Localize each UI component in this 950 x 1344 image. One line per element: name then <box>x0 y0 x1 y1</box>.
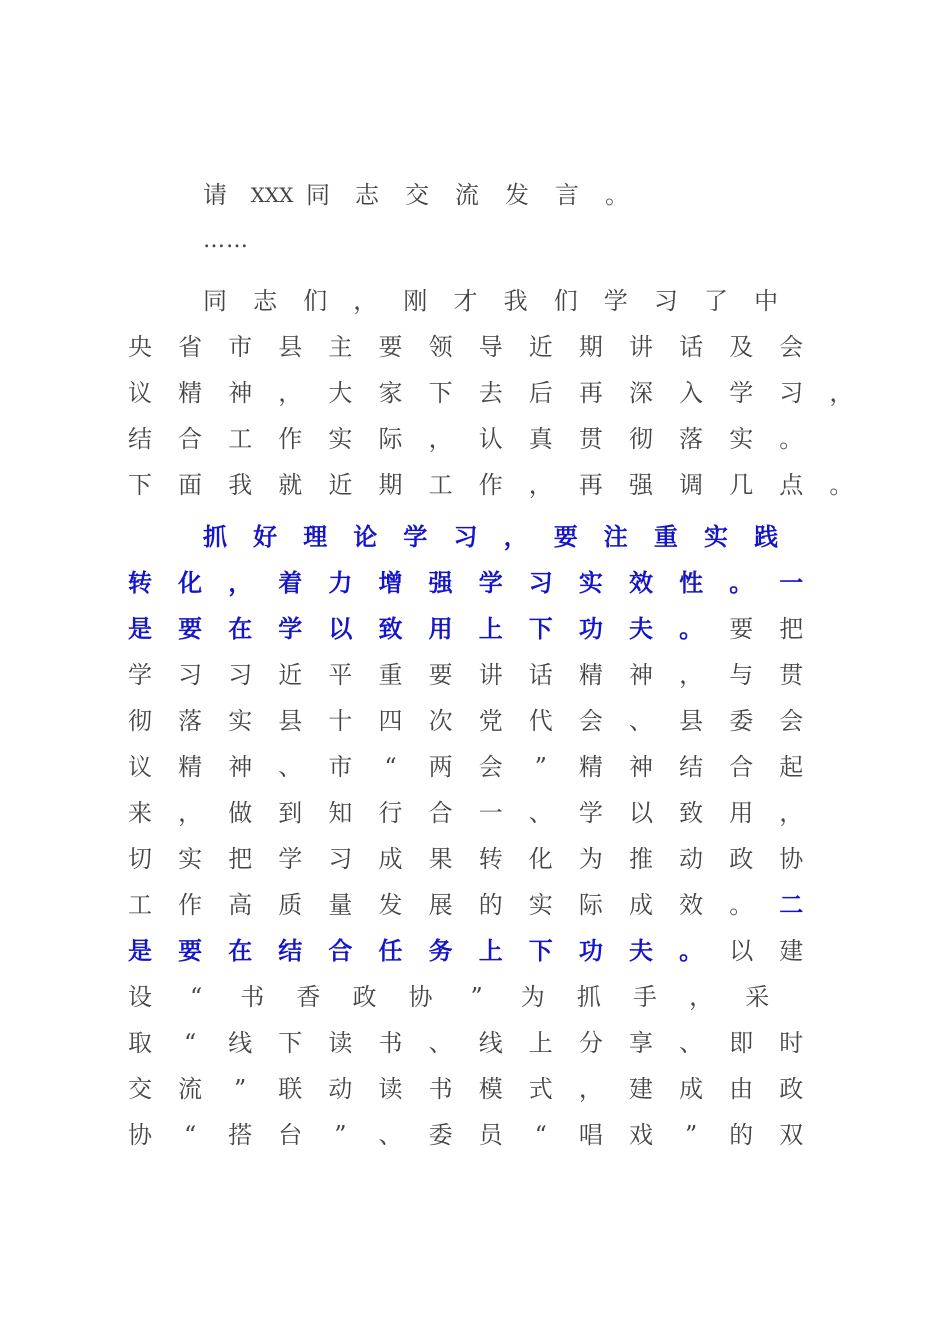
text-char: 平 <box>328 661 353 689</box>
text-char: 神 <box>629 753 653 781</box>
text-char: 入 <box>679 379 704 407</box>
text-char: 抓 <box>576 983 601 1011</box>
text-char: 起 <box>779 753 804 781</box>
text-char: 、 <box>428 1029 453 1057</box>
text-char: 设 <box>128 983 152 1011</box>
text-char: 务 <box>428 936 453 965</box>
text-char: 下 <box>128 471 152 499</box>
text-char: 落 <box>178 707 203 735</box>
text-char: 员 <box>478 1121 503 1149</box>
text-char: 上 <box>478 614 503 643</box>
text-char: 调 <box>679 471 704 499</box>
text-char: 习 <box>328 845 353 873</box>
text-char: 学 <box>578 799 603 827</box>
text-char: ， <box>353 287 378 315</box>
text-char: ， <box>779 799 804 827</box>
text-char: 结 <box>128 425 152 453</box>
text-char: 学 <box>278 845 303 873</box>
text-char: 是 <box>128 614 152 643</box>
text-char: 请 <box>203 181 227 209</box>
text-char: “ <box>183 1121 197 1149</box>
text-char: ， <box>178 799 203 827</box>
text-char: 市 <box>328 753 353 781</box>
text-char: 贯 <box>779 661 804 689</box>
text-char: 力 <box>328 568 353 597</box>
text-char: 行 <box>378 799 403 827</box>
text-char: 讲 <box>478 661 503 689</box>
text-char: 认 <box>478 425 503 453</box>
text-char: 、 <box>378 1121 403 1149</box>
text-char: 做 <box>228 799 253 827</box>
text-line <box>0 928 950 974</box>
text-char: 以 <box>729 937 754 965</box>
text-char: 刚 <box>403 287 428 315</box>
text-char: 分 <box>578 1029 603 1057</box>
text-char: 作 <box>478 471 503 499</box>
text-char: 化 <box>178 568 203 597</box>
text-char: 合 <box>729 753 754 781</box>
text-char: 再 <box>578 471 603 499</box>
text-char: 的 <box>478 891 503 919</box>
text-char: 习 <box>779 379 804 407</box>
text-line <box>0 324 950 370</box>
text-char: 就 <box>278 471 303 499</box>
text-line-first <box>0 172 950 218</box>
text-line <box>0 1066 950 1112</box>
text-line <box>0 1112 950 1158</box>
text-char: 结 <box>679 753 704 781</box>
text-char: 协 <box>128 1121 152 1149</box>
text-char: 面 <box>178 471 203 499</box>
text-char: “ <box>183 1029 197 1057</box>
text-char: 书 <box>378 1029 403 1057</box>
text-char: 话 <box>528 661 553 689</box>
text-char: 精 <box>578 661 603 689</box>
text-char: 上 <box>478 936 503 965</box>
text-char: 下 <box>528 614 553 643</box>
text-char: 质 <box>278 891 303 919</box>
text-char: 政 <box>352 983 377 1011</box>
text-char: ， <box>829 379 854 407</box>
text-char: 实 <box>729 425 754 453</box>
text-char: 实 <box>228 707 253 735</box>
text-line <box>0 790 950 836</box>
text-char: 及 <box>729 333 754 361</box>
text-char: 学 <box>478 568 503 597</box>
text-char: 重 <box>653 522 678 551</box>
text-char: 模 <box>478 1075 503 1103</box>
text-char: 、 <box>629 707 653 735</box>
text-char: 要 <box>178 936 203 965</box>
text-char: 实 <box>578 568 603 597</box>
text-char: 委 <box>729 707 754 735</box>
text-char: 议 <box>128 379 152 407</box>
text-char: 志 <box>355 181 379 209</box>
text-char: 会 <box>478 753 503 781</box>
text-line <box>0 974 950 1020</box>
text-char: 工 <box>228 425 253 453</box>
text-char: 夫 <box>629 614 653 643</box>
text-char: 实 <box>704 522 728 551</box>
text-char: 主 <box>328 333 353 361</box>
text-char: 功 <box>578 614 603 643</box>
text-char: 同 <box>203 287 227 315</box>
text-char: 动 <box>328 1075 353 1103</box>
text-char: 论 <box>353 522 378 551</box>
text-char: 县 <box>679 707 704 735</box>
text-char: 实 <box>528 891 553 919</box>
text-char: 省 <box>178 333 203 361</box>
text-char: 、 <box>278 753 303 781</box>
text-char: 志 <box>253 287 278 315</box>
text-char: 协 <box>779 845 804 873</box>
text-char: 增 <box>378 568 403 597</box>
text-char: 委 <box>428 1121 453 1149</box>
text-line <box>0 370 950 416</box>
text-char: 的 <box>729 1121 754 1149</box>
text-char: 式 <box>528 1075 553 1103</box>
text-char: “ <box>384 753 397 781</box>
text-char: 线 <box>228 1029 253 1057</box>
text-char: 际 <box>578 891 603 919</box>
text-char: 才 <box>453 287 478 315</box>
text-char: 要 <box>428 661 453 689</box>
text-char: 精 <box>178 753 203 781</box>
text-char: 果 <box>428 845 453 873</box>
text-char: 期 <box>578 333 603 361</box>
text-line <box>0 278 950 324</box>
text-char: 切 <box>128 845 152 873</box>
text-char: ” <box>534 753 547 781</box>
text-line <box>0 836 950 882</box>
text-char: 际 <box>378 425 403 453</box>
text-char: 。 <box>679 614 704 643</box>
text-char: 会 <box>779 333 804 361</box>
text-char: 注 <box>603 522 628 551</box>
text-char: ， <box>503 522 528 551</box>
text-char: 神 <box>629 661 653 689</box>
text-char: 发 <box>378 891 403 919</box>
text-char: 效 <box>629 568 653 597</box>
text-char: 后 <box>528 379 553 407</box>
text-char: 。 <box>779 425 804 453</box>
text-char: 戏 <box>629 1121 653 1149</box>
text-char: 习 <box>228 661 253 689</box>
text-char: 唱 <box>578 1121 603 1149</box>
text-char: 们 <box>303 287 328 315</box>
text-char: 同 <box>306 181 330 209</box>
text-char: 由 <box>729 1075 754 1103</box>
text-char: 县 <box>278 333 303 361</box>
text-char: 把 <box>779 615 804 643</box>
text-char: 作 <box>278 425 303 453</box>
text-char: 交 <box>128 1075 152 1103</box>
text-char: 要 <box>178 614 203 643</box>
text-char: 即 <box>729 1029 754 1057</box>
text-char: 建 <box>779 937 804 965</box>
text-line <box>0 882 950 928</box>
text-char: 精 <box>578 753 603 781</box>
text-char: 为 <box>578 845 603 873</box>
text-char: 下 <box>528 936 553 965</box>
text-char: 好 <box>253 522 278 551</box>
text-char: 读 <box>328 1029 353 1057</box>
text-char: 量 <box>328 891 353 919</box>
text-char: 以 <box>328 614 353 643</box>
text-char: 落 <box>679 425 704 453</box>
text-char: ” <box>684 1121 698 1149</box>
text-char: 下 <box>428 379 453 407</box>
text-char: 。 <box>679 936 704 965</box>
text-char: 彻 <box>629 425 653 453</box>
text-char: 手 <box>633 983 657 1011</box>
text-char: 一 <box>779 568 804 597</box>
text-char: 、 <box>528 799 553 827</box>
ellipsis-line: …… <box>203 228 249 253</box>
text-char: 与 <box>729 661 754 689</box>
text-line <box>0 560 950 606</box>
text-char: 采 <box>745 983 770 1011</box>
text-char: 享 <box>629 1029 653 1057</box>
text-char: 转 <box>478 845 503 873</box>
text-char: 台 <box>278 1121 303 1149</box>
text-char: 发 <box>505 181 529 209</box>
text-char: 要 <box>729 615 754 643</box>
text-char: 展 <box>428 891 453 919</box>
text-char: 政 <box>729 845 754 873</box>
text-char: 书 <box>428 1075 453 1103</box>
text-char: 流 <box>178 1075 203 1103</box>
text-char: 神 <box>228 379 253 407</box>
text-char: 夫 <box>629 936 653 965</box>
text-char: 任 <box>378 936 403 965</box>
text-char: 近 <box>328 471 353 499</box>
text-char: 代 <box>528 707 553 735</box>
text-char: 学 <box>403 522 428 551</box>
text-char: 来 <box>128 799 152 827</box>
text-char: 点 <box>779 471 804 499</box>
text-char: 合 <box>178 425 203 453</box>
text-char: 理 <box>303 522 328 551</box>
text-char: 结 <box>278 936 303 965</box>
text-line <box>0 698 950 744</box>
text-char: 十 <box>328 707 353 735</box>
text-char: 近 <box>528 333 553 361</box>
text-char: 市 <box>228 333 253 361</box>
text-char: 。 <box>829 471 854 499</box>
text-char: 习 <box>453 522 478 551</box>
text-char: 流 <box>455 181 479 209</box>
text-char: 强 <box>629 471 653 499</box>
text-char: 神 <box>228 753 253 781</box>
text-char: 会 <box>578 707 603 735</box>
text-char: 了 <box>704 287 728 315</box>
text-char: 再 <box>578 379 603 407</box>
text-char: 习 <box>528 568 553 597</box>
text-char: 要 <box>553 522 578 551</box>
text-char: 交 <box>405 181 429 209</box>
text-char: 推 <box>629 845 653 873</box>
text-char: 县 <box>278 707 303 735</box>
text-char: 合 <box>428 799 453 827</box>
text-char: 效 <box>679 891 704 919</box>
text-line <box>0 462 950 508</box>
text-char: 真 <box>528 425 553 453</box>
text-line <box>0 744 950 790</box>
text-char: 二 <box>779 890 804 919</box>
text-char: 学 <box>278 614 303 643</box>
text-char: 以 <box>629 799 653 827</box>
text-char: 议 <box>128 753 152 781</box>
text-char: 上 <box>528 1029 553 1057</box>
text-char: 双 <box>779 1121 804 1149</box>
text-line <box>0 416 950 462</box>
text-char: ， <box>689 983 714 1011</box>
text-char: 书 <box>240 983 265 1011</box>
text-char: 实 <box>328 425 353 453</box>
text-char: 深 <box>629 379 653 407</box>
text-char: XXX <box>250 183 294 207</box>
text-char: 讲 <box>629 333 653 361</box>
text-char: 联 <box>278 1075 303 1103</box>
text-line <box>0 652 950 698</box>
text-char: 工 <box>428 471 453 499</box>
text-char: 转 <box>128 568 152 597</box>
text-char: 线 <box>478 1029 503 1057</box>
text-char: 功 <box>578 936 603 965</box>
text-char: 知 <box>328 799 353 827</box>
text-char: 贯 <box>578 425 603 453</box>
text-char: 精 <box>178 379 203 407</box>
text-char: “ <box>189 983 203 1011</box>
text-char: 工 <box>128 891 152 919</box>
text-char: 高 <box>228 891 253 919</box>
text-char: 。 <box>729 891 754 919</box>
text-char: 强 <box>428 568 453 597</box>
text-char: 两 <box>428 753 453 781</box>
text-char: 着 <box>278 568 303 597</box>
text-char: 我 <box>228 471 253 499</box>
text-char: 学 <box>729 379 754 407</box>
text-char: 下 <box>278 1029 303 1057</box>
text-char: ， <box>428 425 453 453</box>
text-char: 搭 <box>228 1121 253 1149</box>
text-char: 取 <box>128 1029 152 1057</box>
text-char: 成 <box>378 845 403 873</box>
text-char: 次 <box>428 707 453 735</box>
text-char: 重 <box>378 661 403 689</box>
text-char: 在 <box>228 614 253 643</box>
text-char: 建 <box>629 1075 653 1103</box>
text-char: 习 <box>653 287 678 315</box>
text-char: 去 <box>478 379 503 407</box>
text-char: 读 <box>378 1075 403 1103</box>
text-char: 成 <box>679 1075 704 1103</box>
text-char: 化 <box>528 845 553 873</box>
text-char: 领 <box>428 333 453 361</box>
text-char: ， <box>278 379 303 407</box>
text-char: ， <box>528 471 553 499</box>
text-line <box>0 514 950 560</box>
text-char: 言 <box>555 181 579 209</box>
text-char: 几 <box>729 471 754 499</box>
text-char: 是 <box>128 936 152 965</box>
text-char: 四 <box>378 707 403 735</box>
text-char: 致 <box>378 614 403 643</box>
text-char: 政 <box>779 1075 804 1103</box>
text-char: 一 <box>478 799 503 827</box>
text-char: 香 <box>296 983 321 1011</box>
text-char: 话 <box>679 333 704 361</box>
text-char: ， <box>679 661 704 689</box>
text-char: 彻 <box>128 707 152 735</box>
text-char: 时 <box>779 1029 804 1057</box>
text-char: ” <box>334 1121 347 1149</box>
text-char: 成 <box>629 891 653 919</box>
text-char: 们 <box>553 287 578 315</box>
text-char: 学 <box>603 287 628 315</box>
text-char: “ <box>534 1121 547 1149</box>
text-char: 、 <box>679 1029 704 1057</box>
text-char: 。 <box>729 568 754 597</box>
text-char: 。 <box>605 181 629 209</box>
text-char: 家 <box>378 379 403 407</box>
text-char: 习 <box>178 661 203 689</box>
text-char: 学 <box>128 661 152 689</box>
text-char: 要 <box>378 333 403 361</box>
text-char: 动 <box>679 845 704 873</box>
text-char: 把 <box>228 845 253 873</box>
text-char: 用 <box>729 799 754 827</box>
text-char: 合 <box>328 936 353 965</box>
text-char: 到 <box>278 799 303 827</box>
text-char: 用 <box>428 614 453 643</box>
text-char: 抓 <box>203 522 227 551</box>
text-char: 党 <box>478 707 503 735</box>
text-char: ” <box>470 983 483 1011</box>
text-char: ， <box>228 568 253 597</box>
text-char: 期 <box>378 471 403 499</box>
text-char: 践 <box>754 522 779 551</box>
text-char: 为 <box>520 983 545 1011</box>
text-char: 性 <box>679 568 704 597</box>
text-char: 我 <box>503 287 528 315</box>
text-char: 实 <box>178 845 203 873</box>
text-char: 导 <box>478 333 503 361</box>
text-line <box>0 606 950 652</box>
text-char: 作 <box>178 891 203 919</box>
text-char: 近 <box>278 661 303 689</box>
text-char: ， <box>578 1075 603 1103</box>
text-char: 大 <box>328 379 353 407</box>
text-line <box>0 1020 950 1066</box>
text-char: 致 <box>679 799 704 827</box>
text-char: 中 <box>754 287 779 315</box>
text-char: 在 <box>228 936 253 965</box>
text-char: 央 <box>128 333 152 361</box>
text-char: ” <box>234 1075 247 1103</box>
text-char: 协 <box>408 983 433 1011</box>
text-char: 会 <box>779 707 804 735</box>
